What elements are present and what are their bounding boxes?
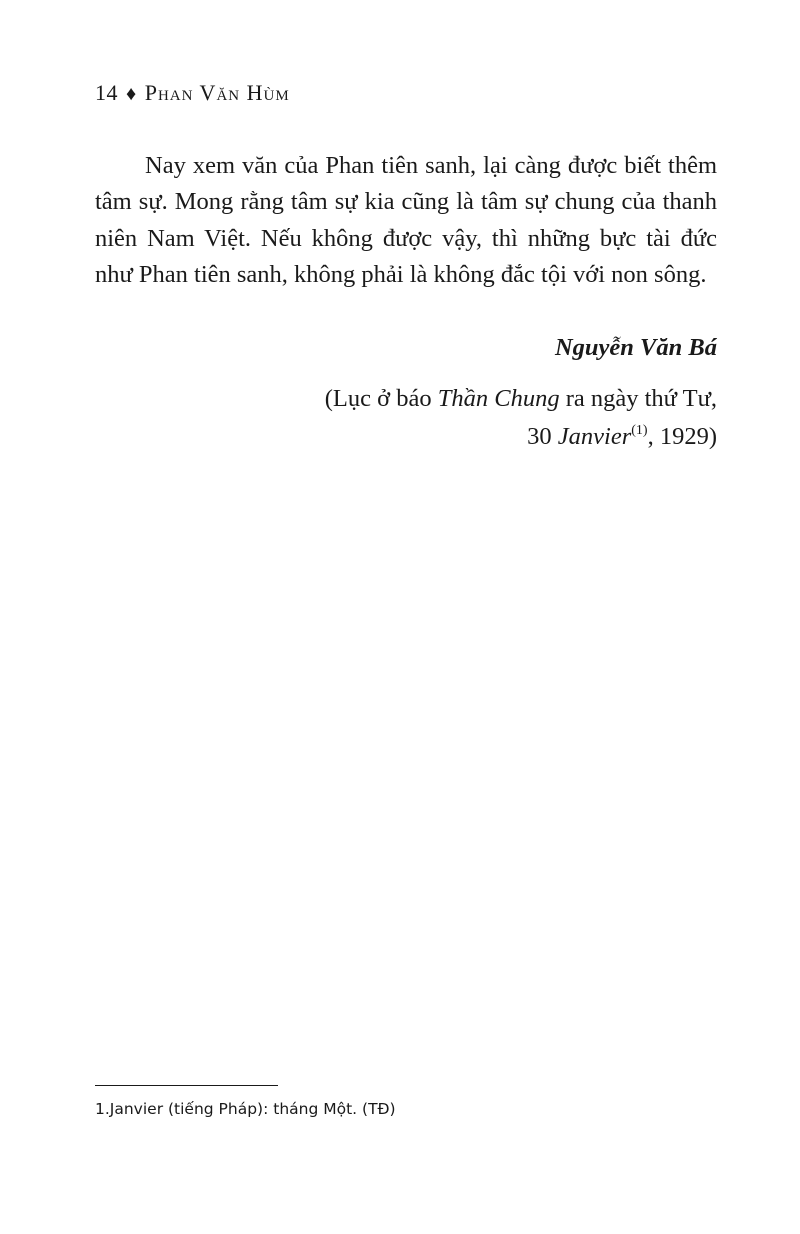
source-text: , 1929) (647, 423, 717, 450)
source-citation (297, 380, 717, 456)
running-header (95, 80, 290, 106)
footnote: 1.Janvier (tiếng Pháp): tháng Một. (TĐ) (95, 1100, 396, 1118)
body-paragraph: Nay xem văn của Phan tiên sanh, lại càng được biết thêm tâm sự. Mong rằng tâm sự kia cũng là tâm sự chung của thanh niên Nam Việt. Nếu không được vậy, thì những bực tài đức như Phan tiên sanh, không phải là không đắc tội với non sông. (95, 152, 717, 288)
source-text: ra ngày thứ Tư, (559, 385, 717, 412)
source-line-2 (297, 418, 717, 456)
diamond-separator-icon: ♦ (126, 83, 137, 105)
signature: Nguyễn Văn Bá (554, 334, 717, 361)
page-number: 14 (95, 80, 118, 105)
source-line-1 (297, 380, 717, 418)
newspaper-title: Thần Chung (437, 385, 560, 412)
source-text: 30 (527, 423, 558, 450)
footnote-divider (95, 1085, 278, 1086)
running-header-author: Phan Văn Hùm (144, 80, 290, 105)
footnote-marker: (1) (631, 423, 648, 438)
source-text: (Lục ở báo (324, 385, 438, 412)
month-word: Janvier (557, 423, 632, 450)
body-text (95, 148, 717, 293)
